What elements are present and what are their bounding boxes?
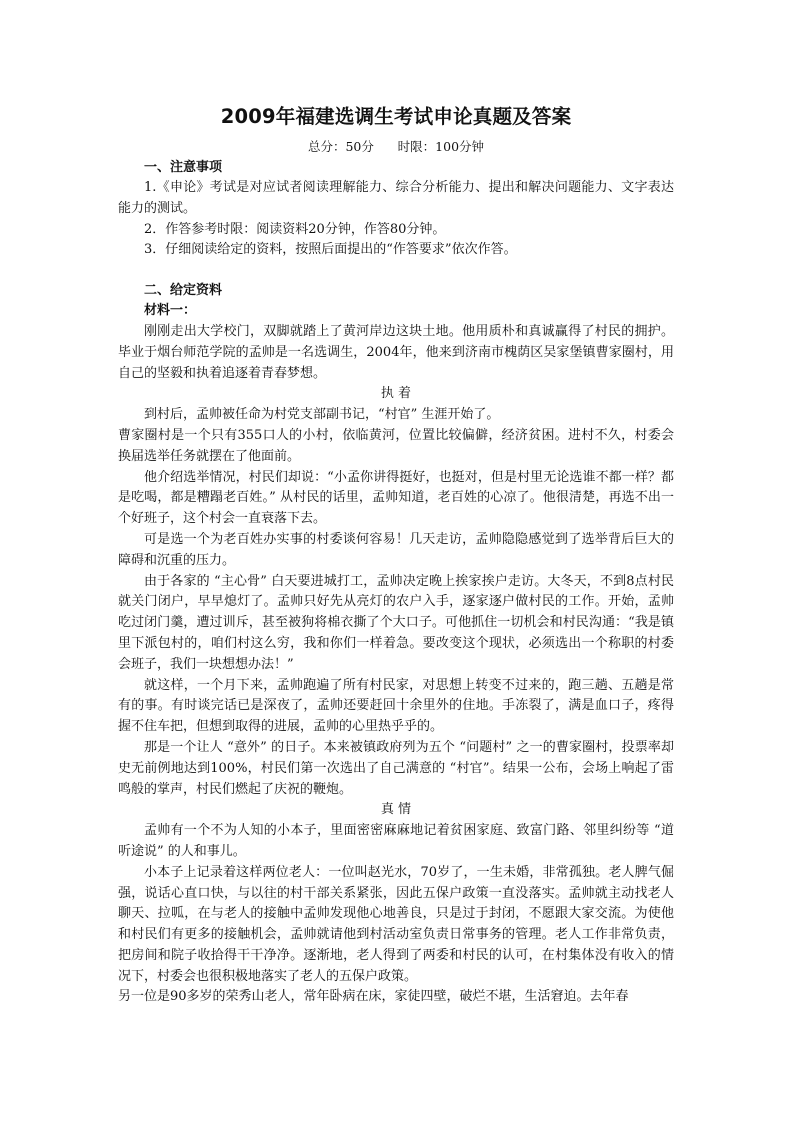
body-paragraph: 小本子上记录着这样两位老人：一位叫赵光水，70岁了，一生未婚，非常孤独。老人脾气倔强，说话心直口快，与以往的村干部关系紧张，因此五保户政策一直没落实。孟帅就主动找老人聊天、拉呱，在与老人的接触中孟帅发现他心地善良，只是过于封闭，不愿跟大家交流。为使他和村民们有更多的接触机会，孟帅就请他到村活动室负责日常事务的管理。老人工作非常负责，把房间和院子收拾得干干净净。逐渐地，老人得到了两委和村民的认可，在村集体没有收入的情况下，村委会也很积极地落实了老人的五保户政策。 [118,864,674,984]
body-paragraph: 到村后，孟帅被任命为村党支部副书记，“村官” 生涯开始了。 [144,407,500,423]
body-paragraph: 他介绍选举情况，村民们却说：“小孟你讲得挺好，也挺对，但是村里无论选谁不都一样？都是吃喝，都是糟蹋老百姓。” 从村民的话里，孟帅知道，老百姓的心凉了。他很清楚，再选不出一个好班子，这个村会一直衰落下去。 [118,469,674,527]
material-label: 材料一： [144,303,197,319]
body-paragraph: 曹家圈村是一个只有355口人的小村，依临黄河，位置比较偏僻，经济贫困。进村不久，村委会换届选举任务就摆在了他面前。 [118,427,674,464]
document-page [118,102,674,1008]
body-paragraph: 就这样，一个月下来，孟帅跑遍了所有村民家，对思想上转变不过来的，跑三趟、五趟是常有的事。有时谈完话已是深夜了，孟帅还要赶回十余里外的住地。手冻裂了，满是血口子，疼得握不住车把，但想到取得的进展，孟帅的心里热乎乎的。 [118,677,674,735]
subheading-perseverance: 执 着 [380,386,412,402]
document-title: 2009年福建选调生考试申论真题及答案 [220,105,572,128]
section-heading-materials: 二、给定资料 [144,283,223,299]
subheading-sincerity: 真 情 [380,802,412,818]
note-item: 1.《申论》考试是对应试者阅读理解能力、综合分析能力、提出和解决问题能力、文字表达能力的测试。 [118,180,674,216]
body-paragraph: 可是选一个为老百姓办实事的村委谈何容易！几天走访，孟帅隐隐感觉到了选举背后巨大的障碍和沉重的压力。 [118,531,674,568]
spacer [118,261,674,281]
body-paragraph: 另一位是90多岁的荣秀山老人，常年卧病在床，家徒四壁，破烂不堪，生活窘迫。去年春 [118,989,629,1005]
note-item: 3．仔细阅读给定的资料，按照后面提出的“作答要求”依次作答。 [144,242,517,258]
score-time-line: 总分：50分 时限：100分钟 [307,139,485,154]
section-heading-notes: 一、注意事项 [144,160,223,175]
body-paragraph: 孟帅有一个不为人知的小本子，里面密密麻麻地记着贫困家庭、致富门路、邻里纠纷等 “道听途说” 的人和事儿。 [118,823,674,859]
body-paragraph: 由于各家的 “主心骨” 白天要进城打工，孟帅决定晚上挨家挨户走访。大冬天，不到8点村民就关门闭户，早早熄灯了。孟帅只好先从亮灯的农户入手，逐家逐户做村民的工作。开始，孟帅吃过闭门羹，遭过训斥，甚至被狗将棉衣撕了个大口子。可他抓住一切机会和村民沟通：“我是镇里下派包村的，咱们村这么穷，我和你们一样着急。要改变这个现状，必须选出一个称职的村委会班子，我们一块想想办法！” [118,573,674,672]
note-item: 2．作答参考时限：阅读资料20分钟，作答80分钟。 [144,221,446,237]
intro-paragraph: 刚刚走出大学校门，双脚就踏上了黄河岸边这块土地。他用质朴和真诚赢得了村民的拥护。毕业于烟台师范学院的孟帅是一名选调生，2004年，他来到济南市槐荫区吴家堡镇曹家圈村，用自己的坚毅和执着追逐着青春梦想。 [118,323,674,381]
body-paragraph: 那是一个让人 “意外” 的日子。本来被镇政府列为五个 “问题村” 之一的曹家圈村，投票率却史无前例地达到100%，村民们第一次选出了自己满意的 “村官”。结果一公布，会场上响起了雷鸣般的掌声，村民们燃起了庆祝的鞭炮。 [118,739,674,797]
